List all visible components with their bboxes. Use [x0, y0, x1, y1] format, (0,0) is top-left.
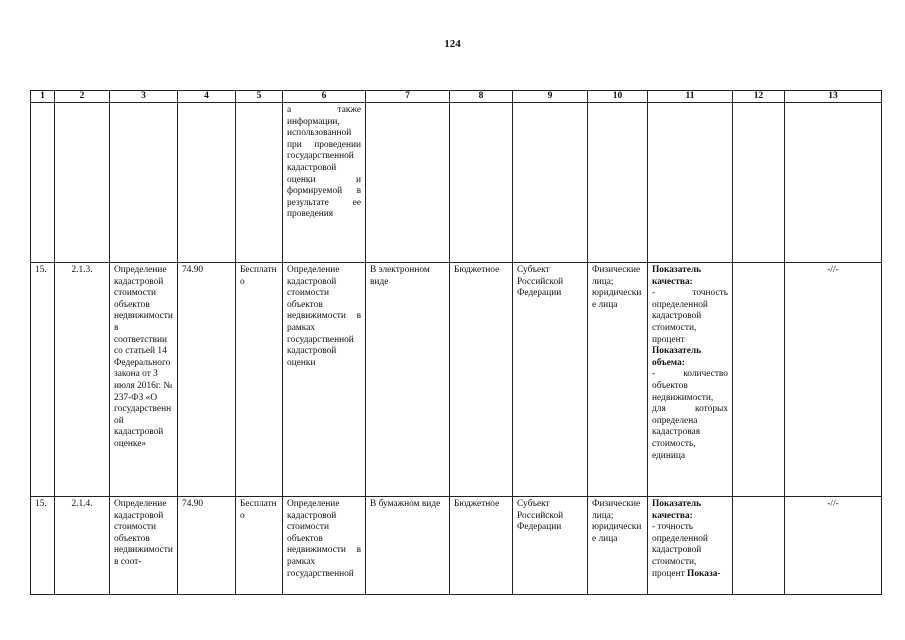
column-number: 8: [450, 91, 513, 103]
cell-okved: 74.90: [178, 497, 236, 595]
cell-founder: Субъект Российской Федерации: [513, 263, 588, 497]
volume-indicator-text: - количество объектов недвижимости, для которых определена кадастровая стоимость, единица: [652, 369, 728, 461]
cell-service-name: [110, 103, 178, 263]
cell-okved: [178, 103, 236, 263]
column-number: 4: [178, 91, 236, 103]
cell-content: Определение кадастровой стоимости объектов недвижимости в рамках государственной: [283, 497, 366, 595]
table-row: [31, 497, 882, 595]
cell-payment: [236, 103, 283, 263]
cell-service-name: Определение кадастровой стоимости объектов недвижимости в соот-: [110, 497, 178, 595]
cell-col12: [733, 103, 785, 263]
quality-indicator-text: - точность определенной кадастровой стоимости, процент: [652, 288, 728, 345]
services-table: [30, 90, 882, 595]
column-number: 12: [733, 91, 785, 103]
column-number: 3: [110, 91, 178, 103]
cell-form: В бумажном виде: [366, 497, 450, 595]
cell-content: а также информации, использованной при проведении государственной кадастровой оценки и формируемой в результате ее проведения: [283, 103, 366, 263]
cell-consumers: [588, 103, 648, 263]
cell-number: 15.: [31, 497, 55, 595]
cell-form: [366, 103, 450, 263]
cell-number: [31, 103, 55, 263]
column-number: 7: [366, 91, 450, 103]
cell-col13: [785, 103, 882, 263]
column-number: 11: [648, 91, 733, 103]
table-row: [31, 263, 882, 497]
cell-institution-type: Бюджетное: [450, 263, 513, 497]
column-number: 1: [31, 91, 55, 103]
cell-indicators: [648, 497, 733, 595]
cell-payment: Бесплатно: [236, 263, 283, 497]
cell-code: 2.1.3.: [55, 263, 110, 497]
volume-indicator-label: Показа-: [687, 568, 721, 579]
cell-code: [55, 103, 110, 263]
column-number: 13: [785, 91, 882, 103]
column-number: 5: [236, 91, 283, 103]
cell-col13: -//-: [785, 497, 882, 595]
cell-number: 15.: [31, 263, 55, 497]
cell-okved: 74.90: [178, 263, 236, 497]
column-number: 9: [513, 91, 588, 103]
cell-indicators: [648, 263, 733, 497]
cell-payment: Бесплатно: [236, 497, 283, 595]
cell-institution-type: Бюджетное: [450, 497, 513, 595]
column-number: 6: [283, 91, 366, 103]
cell-form: В электронном виде: [366, 263, 450, 497]
cell-col12: [733, 263, 785, 497]
column-number: 2: [55, 91, 110, 103]
volume-indicator-label: Показатель объема:: [652, 346, 702, 368]
cell-content: Определение кадастровой стоимости объектов недвижимости в рамках государственной кадастровой оценки: [283, 263, 366, 497]
quality-indicator-label: Показатель качества:: [652, 499, 702, 521]
page-number: 124: [444, 38, 461, 50]
table-row: [31, 103, 882, 263]
cell-service-name: Определение кадастровой стоимости объектов недвижимости в соответствии со статьей 14 Федерального закона от 3 июля 2016г. № 237-ФЗ «О государственной кадастровой оценке»: [110, 263, 178, 497]
quality-indicator-text: - точность определенной кадастровой стоимости, процент: [652, 522, 708, 579]
cell-col13: -//-: [785, 263, 882, 497]
cell-consumers: Физические лица; юридические лица: [588, 497, 648, 595]
cell-indicators: [648, 103, 733, 263]
cell-col12: [733, 497, 785, 595]
cell-founder: Субъект Российской Федерации: [513, 497, 588, 595]
cell-founder: [513, 103, 588, 263]
cell-code: 2.1.4.: [55, 497, 110, 595]
cell-consumers: Физические лица; юридические лица: [588, 263, 648, 497]
column-number-row: [31, 91, 882, 103]
column-number: 10: [588, 91, 648, 103]
cell-institution-type: [450, 103, 513, 263]
quality-indicator-label: Показатель качества:: [652, 265, 702, 287]
